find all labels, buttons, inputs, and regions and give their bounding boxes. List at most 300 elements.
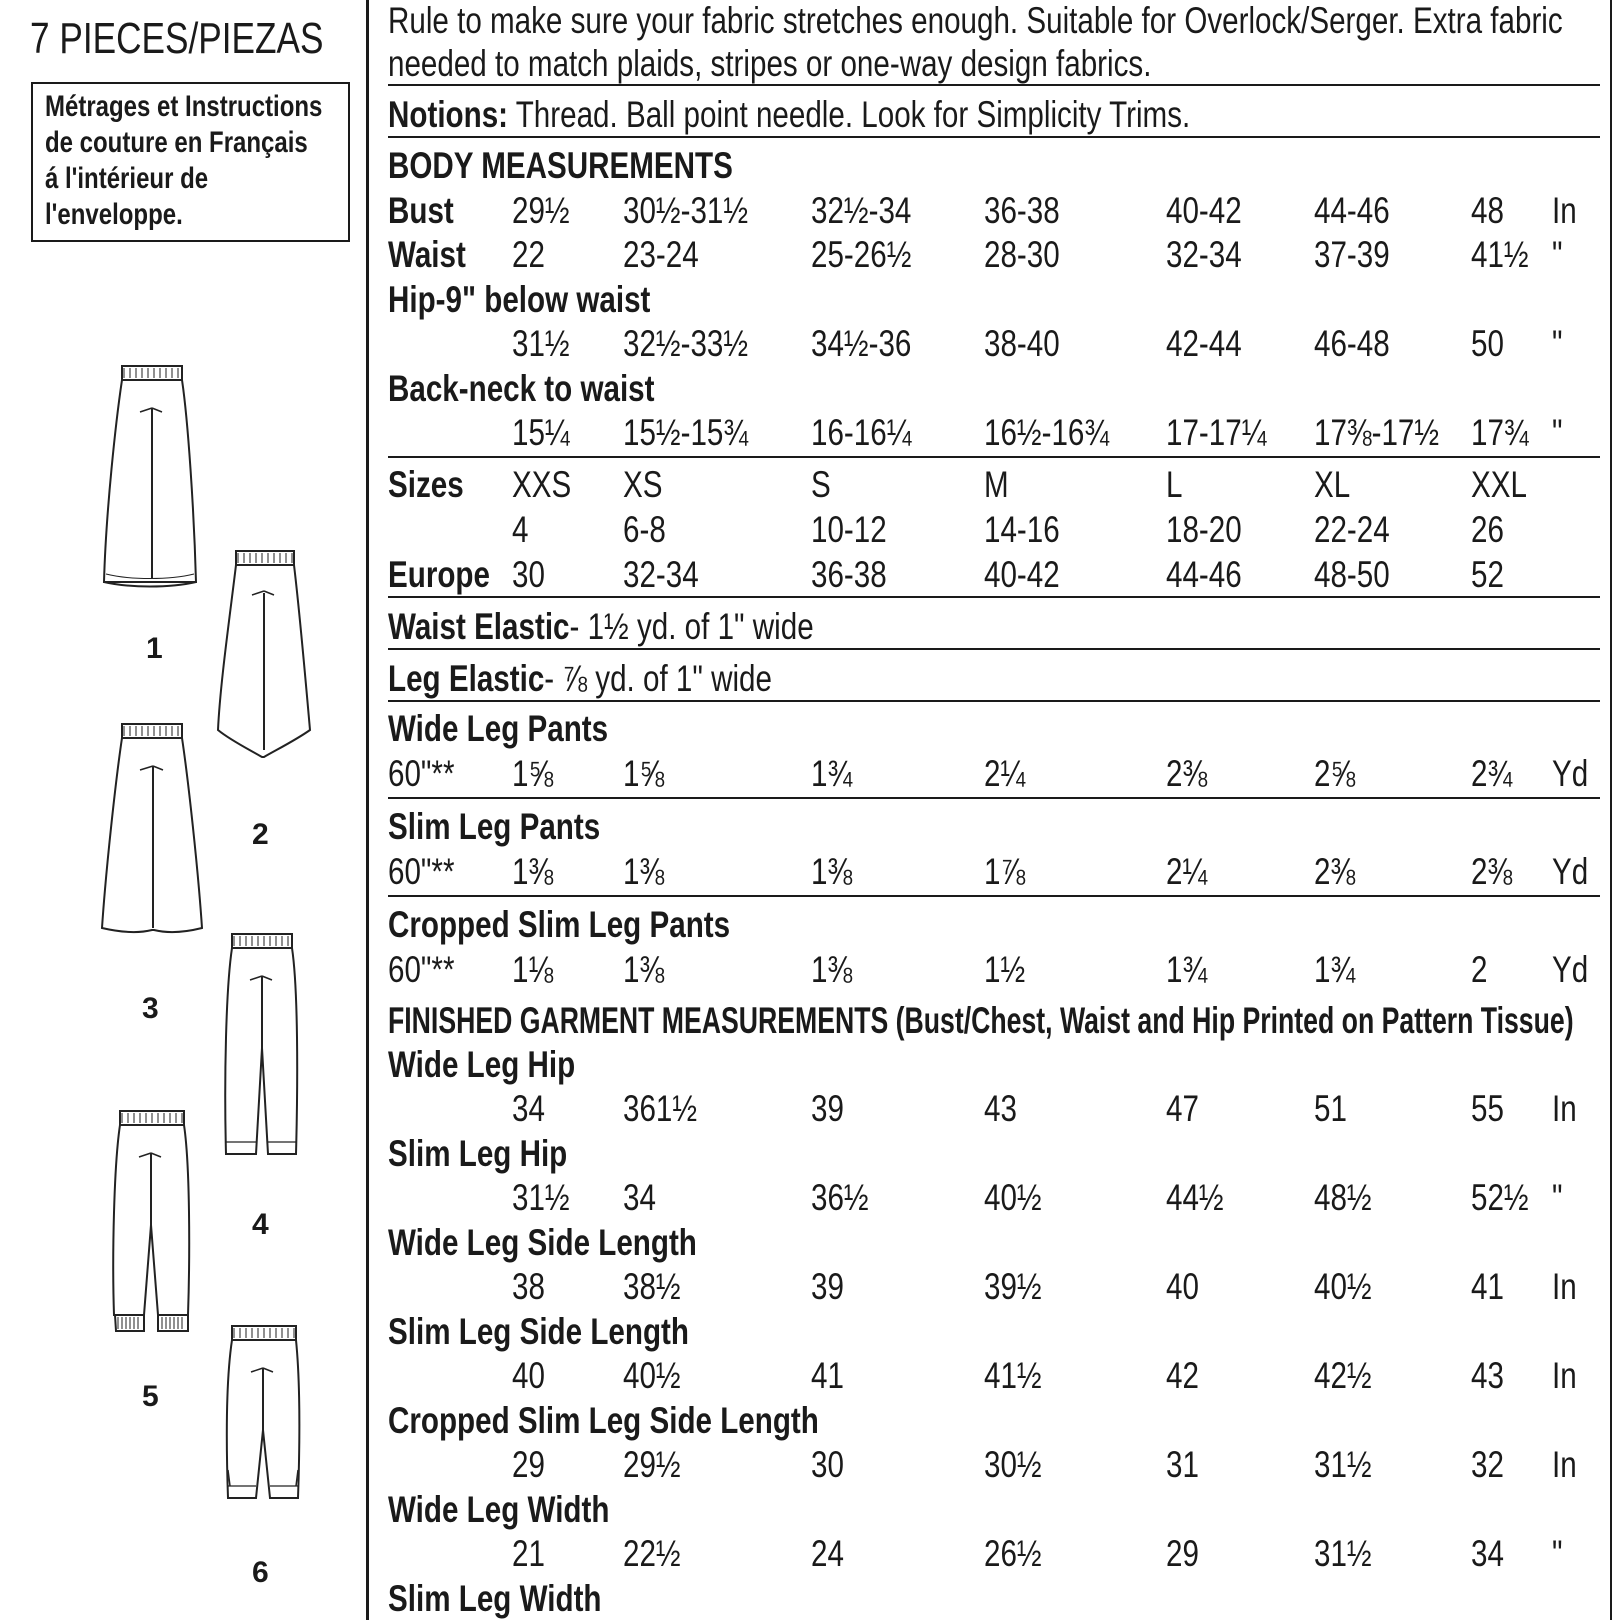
bust-value [984,192,1079,229]
finished-value-text: 40 [512,1355,545,1396]
yardage-value [811,951,862,988]
size-number-value-text: 4 [512,509,529,550]
finished-value-text: 39½ [984,1266,1042,1307]
finished-value [984,1268,1056,1305]
finished-value-text: 31½ [1314,1444,1372,1485]
yardage-value [984,951,1035,988]
yardage-unit [1552,853,1597,890]
bust-value [1166,192,1261,229]
yardage-value [984,755,1035,792]
section-divider [388,596,1600,598]
finished-row-label [388,1580,655,1617]
section-divider [388,700,1600,702]
finished-value-text: 31 [1166,1444,1199,1485]
finished-measurements-heading [388,1002,1620,1039]
finished-value-text: 38½ [623,1266,681,1307]
size-letter-value [811,466,836,503]
bust-value [1314,192,1409,229]
waist-elastic-text: - 1½ yd. of 1" wide [569,606,814,647]
finished-value-text: 22½ [623,1533,681,1574]
french-note-box [31,82,350,242]
yardage-value-text: 1¾ [811,753,853,794]
waist-value-text: 22 [512,234,545,275]
finished-value-text: 29 [512,1444,545,1485]
back-neck-value-text: 17⅜-17½ [1314,412,1440,453]
finished-row-label [388,1224,774,1261]
yardage-value-text: 2⅝ [1314,753,1356,794]
yardage-value-text: 1⅛ [512,949,554,990]
finished-value [512,1090,553,1127]
finished-value-text: 361½ [623,1088,698,1129]
section-divider [388,895,1600,897]
back-neck-value [1471,414,1543,451]
finished-value [512,1179,584,1216]
yardage-value-text: 1½ [984,949,1026,990]
finished-value-text: 44½ [1166,1177,1224,1218]
finished-value-text: 34 [1471,1533,1504,1574]
yardage-value-text: 1⅜ [623,851,665,892]
pants-figure-2-illustration [210,545,320,765]
right-border [1610,0,1612,1620]
finished-value [811,1535,852,1572]
finished-value-text: 36½ [811,1177,869,1218]
yardage-value [811,755,862,792]
yardage-unit [1552,951,1597,988]
size-europe-value-text: 40-42 [984,554,1060,595]
notions [388,96,1391,133]
yardage-value [1471,951,1492,988]
finished-value [623,1535,695,1572]
yardage-value [623,951,674,988]
yardage-value-text: 1¾ [1314,949,1356,990]
finished-value-text: 40½ [623,1355,681,1396]
bust-unit [1552,192,1583,229]
french-note-line: á l'intérieur de [45,162,209,195]
back-neck-value [811,414,937,451]
europe-label [388,556,515,593]
figure-number: 3 [142,992,159,1025]
yardage-value [811,853,862,890]
size-number-value-text: 22-24 [1314,509,1390,550]
hip-value-text: 38-40 [984,323,1060,364]
finished-unit [1552,1446,1583,1483]
hip-value [1471,325,1512,362]
finished-unit-text: In [1552,1444,1577,1485]
finished-value [811,1090,852,1127]
finished-value-text: 21 [512,1533,545,1574]
yardage-value [512,951,563,988]
waist-value [1314,236,1409,273]
finished-value-text: 39 [811,1088,844,1129]
bust-value [512,192,584,229]
pants-figure-3-illustration [98,718,208,958]
figure-number: 2 [252,818,269,851]
size-number-value [1314,511,1409,548]
size-letter-value [1471,466,1541,503]
finished-value [1471,1268,1512,1305]
yardage-value-text: 2⅜ [1314,851,1356,892]
size-letter-value-text: L [1166,464,1183,505]
back-neck-value [623,414,779,451]
finished-row-label-text: Slim Leg Side Length [388,1311,689,1352]
pants-figure-6-illustration [220,1320,310,1510]
size-letter-value-text: XXL [1471,464,1527,505]
bust-value [1471,192,1512,229]
waist-unit-text: " [1552,234,1563,275]
french-note-line: de couture en Français [45,126,308,159]
size-number-value-text: 26 [1471,509,1504,550]
yardage-unit-text: Yd [1552,753,1589,794]
size-europe-value [1314,556,1409,593]
bust-value-text: 29½ [512,190,570,231]
row-label-text: Bust [388,190,454,231]
finished-value-text: 34 [512,1088,545,1129]
yardage-title [388,710,663,747]
intro-line-text: Rule to make sure your fabric stretches enough. Suitable for Overlock/Serger. Extra fabric [388,0,1563,41]
finished-unit-text: In [1552,1355,1577,1396]
size-letter-value [1314,466,1359,503]
finished-value [1166,1535,1207,1572]
hip-value-text: 32½-33½ [623,323,749,364]
finished-row-label-text: Wide Leg Side Length [388,1222,697,1263]
notions-label: Notions: [388,94,509,135]
back-neck-value-text: 16-16¼ [811,412,912,453]
hip-value [623,325,779,362]
size-letter-value-text: XL [1314,464,1351,505]
yardage-title [388,808,653,845]
finished-value [1166,1357,1207,1394]
section-divider [388,456,1600,458]
waist-value [512,236,553,273]
back-neck-value [1166,414,1292,451]
section-divider [388,136,1600,138]
row-label [388,281,716,318]
size-letter-value-text: XXS [512,464,572,505]
finished-row-label [388,1491,665,1528]
bust-value-text: 32½-34 [811,190,912,231]
pieces-title: 7 PIECES/PIEZAS [30,14,324,63]
yardage-unit-text: Yd [1552,851,1589,892]
finished-value-text: 31½ [1314,1533,1372,1574]
hip-value [984,325,1079,362]
yardage-fabric [388,951,471,988]
finished-unit [1552,1090,1583,1127]
size-europe-value [984,556,1079,593]
yardage-value-text: 2¼ [1166,851,1208,892]
finished-value [512,1268,553,1305]
size-number-value [512,511,533,548]
finished-value [623,1446,695,1483]
finished-value-text: 31½ [512,1177,570,1218]
row-label [388,192,470,229]
row-label-text: Waist [388,234,466,275]
hip-value-text: 50 [1471,323,1504,364]
size-letter-value-text: XS [623,464,663,505]
size-europe-value [1166,556,1261,593]
finished-value [984,1357,1056,1394]
yardage-fabric-text: 60"** [388,851,455,892]
finished-value [984,1535,1056,1572]
yardage-title-text: Wide Leg Pants [388,708,609,749]
back-neck-unit-text: " [1552,412,1563,453]
finished-value-text: 40 [1166,1266,1199,1307]
finished-row-label [388,1135,612,1172]
finished-value [623,1357,695,1394]
finished-value-text: 26½ [984,1533,1042,1574]
finished-unit-text: " [1552,1533,1563,1574]
size-number-value-text: 6-8 [623,509,666,550]
size-europe-value-text: 30 [512,554,545,595]
finished-value-text: 41½ [984,1355,1042,1396]
bust-value [811,192,937,229]
finished-value [1471,1535,1512,1572]
finished-value [512,1535,553,1572]
yardage-value-text: 1⅜ [512,851,554,892]
finished-value [1471,1446,1512,1483]
size-europe-value-text: 48-50 [1314,554,1390,595]
notions-text: Thread. Ball point needle. Look for Simplicity Trims. [508,94,1191,135]
yardage-value-text: 1¾ [1166,949,1208,990]
finished-value-text: 51 [1314,1088,1347,1129]
body-measurements-title-text: BODY MEASUREMENTS [388,145,733,186]
size-europe-value [811,556,906,593]
bust-value-text: 40-42 [1166,190,1242,231]
finished-value [623,1268,695,1305]
yardage-value-text: 1⅜ [811,949,853,990]
yardage-value-text: 2⅜ [1471,851,1513,892]
finished-value-text: 48½ [1314,1177,1372,1218]
finished-row-label-text: Wide Leg Width [388,1489,610,1530]
back-neck-value-text: 15¼ [512,412,570,453]
yardage-value [1471,853,1522,890]
size-number-value-text: 10-12 [811,509,887,550]
finished-row-label-text: Wide Leg Hip [388,1044,576,1085]
intro-line-text: needed to match plaids, stripes or one-way design fabrics. [388,43,1152,84]
finished-value [984,1090,1025,1127]
finished-row-label [388,1402,927,1439]
row-label [388,370,721,407]
waist-value-text: 25-26½ [811,234,912,275]
finished-value-text: 41 [1471,1266,1504,1307]
waist-value-text: 32-34 [1166,234,1242,275]
yardage-value [512,755,563,792]
yardage-value [984,853,1035,890]
finished-value-text: 30 [811,1444,844,1485]
finished-value [811,1268,852,1305]
finished-value-text: 30½ [984,1444,1042,1485]
hip-value-text: 46-48 [1314,323,1390,364]
yardage-unit [1552,755,1597,792]
yardage-value-text: 1⅜ [811,851,853,892]
yardage-fabric [388,853,471,890]
hip-value [1166,325,1261,362]
finished-value-text: 38 [512,1266,545,1307]
size-europe-value-text: 32-34 [623,554,699,595]
yardage-value-text: 1⅝ [623,753,665,794]
yardage-value [1166,853,1217,890]
size-europe-value [1471,556,1512,593]
yardage-title-text: Slim Leg Pants [388,806,601,847]
finished-row-label-text: Cropped Slim Leg Side Length [388,1400,819,1441]
finished-value [1471,1179,1543,1216]
left-column [0,0,366,1620]
size-number-value [984,511,1079,548]
measurements-panel [388,0,1603,1620]
yardage-value [623,755,674,792]
size-europe-value-text: 52 [1471,554,1504,595]
size-letter-value [623,466,672,503]
size-letter-value [984,466,1015,503]
finished-value-text: 32 [1471,1444,1504,1485]
size-number-value-text: 18-20 [1166,509,1242,550]
yardage-unit-text: Yd [1552,949,1589,990]
hip-value [811,325,937,362]
finished-value [1314,1179,1386,1216]
size-europe-value-text: 44-46 [1166,554,1242,595]
finished-value-text: 34 [623,1177,656,1218]
yardage-value [1166,755,1217,792]
size-europe-value [512,556,553,593]
finished-unit [1552,1268,1583,1305]
waist-unit [1552,236,1565,273]
yardage-fabric-text: 60"** [388,949,455,990]
yardage-value-text: 2 [1471,949,1488,990]
finished-value [1314,1357,1386,1394]
section-divider [388,648,1600,650]
sizes-label-text: Sizes [388,464,464,505]
figure-number: 5 [142,1380,159,1413]
size-number-value [1166,511,1261,548]
hip-value-text: 34½-36 [811,323,912,364]
finished-value-text: 40½ [1314,1266,1372,1307]
finished-value-text: 29½ [623,1444,681,1485]
waist-elastic-label: Waist Elastic [388,606,570,647]
back-neck-value-text: 17-17¼ [1166,412,1267,453]
body-measurements-title [388,147,819,184]
bust-value-text: 30½-31½ [623,190,749,231]
finished-value-text: 52½ [1471,1177,1529,1218]
hip-value-text: 31½ [512,323,570,364]
finished-unit [1552,1179,1565,1216]
row-label-text: Back-neck to waist [388,368,655,409]
finished-value-text: 43 [1471,1355,1504,1396]
finished-value [623,1179,664,1216]
finished-unit-text: In [1552,1266,1577,1307]
back-neck-value-text: 16½-16¾ [984,412,1110,453]
sizes-label [388,466,483,503]
finished-measurements-title: FINISHED GARMENT MEASUREMENTS [388,1000,889,1041]
finished-value-text: 40½ [984,1177,1042,1218]
size-letter-value-text: M [984,464,1009,505]
finished-value [1166,1268,1207,1305]
yardage-value [1471,755,1522,792]
intro-line [388,2,1620,39]
yardage-value-text: 2¾ [1471,753,1513,794]
finished-value [1314,1446,1386,1483]
back-neck-value-text: 15½-15¾ [623,412,749,453]
finished-value-text: 42 [1166,1355,1199,1396]
yardage-value-text: 2¼ [984,753,1026,794]
waist-elastic [388,608,920,645]
waist-value-text: 28-30 [984,234,1060,275]
size-letter-value [512,466,586,503]
finished-value-text: 41 [811,1355,844,1396]
finished-row-label-text: Slim Leg Hip [388,1133,568,1174]
back-neck-value [984,414,1140,451]
yardage-title-text: Cropped Slim Leg Pants [388,904,731,945]
bust-value-text: 48 [1471,190,1504,231]
waist-value [1166,236,1261,273]
bust-unit-text: In [1552,190,1577,231]
leg-elastic-label: Leg Elastic [388,658,545,699]
finished-row-label-text: Slim Leg Width [388,1578,602,1619]
finished-value [1166,1090,1207,1127]
finished-value-text: 24 [811,1533,844,1574]
section-divider [388,797,1600,799]
french-note-line: Métrages et Instructions [45,90,323,123]
hip-unit [1552,325,1565,362]
finished-value [984,1446,1056,1483]
section-divider [388,84,1600,86]
bust-value [623,192,779,229]
column-divider [366,0,369,1620]
yardage-value [1314,853,1365,890]
finished-value [1166,1179,1238,1216]
yardage-value-text: 1⅞ [984,851,1026,892]
figure-number: 6 [252,1556,269,1589]
finished-value [512,1357,553,1394]
finished-value-text: 55 [1471,1088,1504,1129]
finished-value-text: 29 [1166,1533,1199,1574]
waist-value [623,236,718,273]
yardage-title [388,906,816,943]
waist-value-text: 41½ [1471,234,1529,275]
yardage-value [512,853,563,890]
yardage-fabric [388,755,471,792]
finished-value [1314,1535,1386,1572]
finished-value [623,1090,716,1127]
yardage-value [1314,755,1365,792]
leg-elastic [388,660,868,697]
back-neck-value-text: 17¾ [1471,412,1529,453]
waist-value [1471,236,1543,273]
row-label-text: Hip-9" below waist [388,279,651,320]
size-letter-value-text: S [811,464,831,505]
yardage-fabric-text: 60"** [388,753,455,794]
yardage-value [1166,951,1217,988]
finished-value [512,1446,553,1483]
yardage-value [1314,951,1365,988]
finished-value-text: 42½ [1314,1355,1372,1396]
size-number-value [1471,511,1512,548]
yardage-value-text: 2⅜ [1166,753,1208,794]
finished-measurements-subtitle: (Bust/Chest, Waist and Hip Printed on Pattern Tissue) [888,1000,1574,1041]
finished-value [811,1179,883,1216]
size-number-value [811,511,906,548]
intro-line [388,45,1342,82]
back-neck-unit [1552,414,1565,451]
bust-value-text: 44-46 [1314,190,1390,231]
yardage-value-text: 1⅝ [512,753,554,794]
hip-value [512,325,584,362]
pants-figure-1-illustration [100,360,205,600]
finished-value [984,1179,1056,1216]
waist-value [811,236,937,273]
french-note-line: l'enveloppe. [45,198,183,231]
size-letter-value [1166,466,1187,503]
finished-value [1471,1357,1512,1394]
size-europe-value [623,556,718,593]
